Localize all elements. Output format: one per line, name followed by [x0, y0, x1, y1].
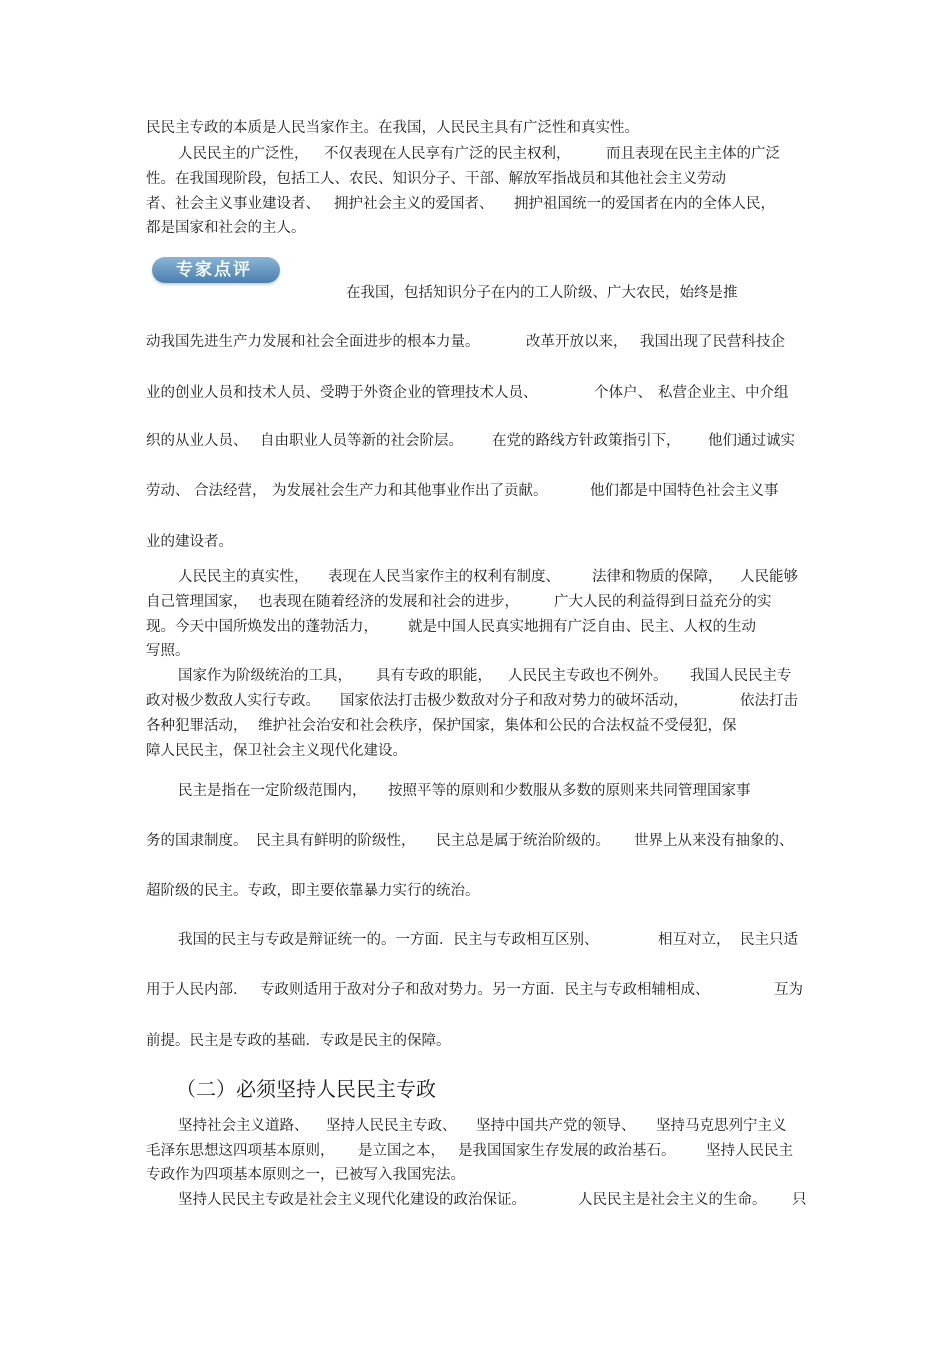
text-segment: 织的从业人员、	[146, 433, 248, 449]
text-segment: 民主总是属于统治阶级的。	[436, 833, 610, 849]
text-segment: 表现在人民当家作主的权利有制度、	[328, 569, 560, 585]
text-segment: 现。今天中国所焕发出的蓬勃活力，	[146, 619, 378, 635]
text-segment: 法律和物质的保障，	[592, 569, 723, 585]
text-segment: 坚持人民民主专政是社会主义现代化建设的政治保证。	[178, 1192, 526, 1208]
text-segment: 务的国隶制度。	[146, 833, 248, 849]
text-segment: 人民能够	[740, 569, 798, 585]
text-segment: 拥护社会主义的爱国者、	[334, 196, 494, 212]
text-segment: 写照。	[146, 643, 190, 659]
text-segment: 个体户、	[594, 385, 652, 401]
text-segment: 障人民民主，保卫社会主义现代化建设。	[146, 743, 407, 759]
text-segment: 各种犯罪活动，	[146, 718, 248, 734]
text-segment: 而且表现在民主主体的广泛	[606, 146, 780, 162]
text-segment: 只	[792, 1192, 807, 1208]
text-segment: 坚持中国共产党的领导、	[476, 1118, 636, 1134]
text-segment: 为发展社会生产力和其他事业作出了贡献。	[272, 483, 548, 499]
text-segment: 人民民主的真实性，	[178, 569, 309, 585]
text-segment: 业的建设者。	[146, 534, 233, 550]
text-segment: 民主具有鲜明的阶级性，	[256, 833, 416, 849]
text-segment: 我国出现了民营科技企	[640, 334, 785, 350]
text-segment: 也表现在随着经济的发展和社会的进步，	[258, 594, 519, 610]
text-segment: 他们都是中国特色社会主义事	[590, 483, 779, 499]
text-segment: 广大人民的利益得到日益充分的实	[554, 594, 772, 610]
text-segment: 性。在我国现阶段，包括工人、农民、知识分子、干部、解放军指战员和其他社会主义劳动	[146, 171, 726, 187]
text-segment: 依法打击	[740, 693, 798, 709]
text-segment: 业的创业人员和技术人员、受聘于外资企业的管理技术人员、	[146, 385, 538, 401]
text-segment: 拥护祖国统一的爱国者在内的全体人民，	[514, 196, 775, 212]
text-segment: 在我国，包括知识分子在内的工人阶级、广大农民，始终是推	[346, 285, 738, 301]
text-segment: 合法经营，	[194, 483, 267, 499]
expert-comment-badge	[146, 254, 282, 286]
text-segment: 人民民主的广泛性，	[178, 146, 309, 162]
text-segment: 劳动、	[146, 483, 190, 499]
text-segment: 专政作为四项基本原则之一，已被写入我国宪法。	[146, 1167, 465, 1183]
text-segment: 用于人民内部．	[146, 982, 248, 998]
text-segment: 坚持人民民主专政、	[326, 1118, 457, 1134]
text-segment: 就是中国人民真实地拥有广泛自由、民主、人权的生动	[408, 619, 756, 635]
text-segment: 世界上从来没有抽象的、	[634, 833, 794, 849]
text-segment: 是立国之本，	[358, 1143, 445, 1159]
text-segment: 动我国先进生产力发展和社会全面进步的根本力量。	[146, 334, 480, 350]
text-segment: 相互对立，	[658, 932, 731, 948]
text-segment: 国家依法打击极少数敌对分子和敌对势力的破坏活动，	[340, 693, 688, 709]
text-segment: 坚持社会主义道路、	[178, 1118, 309, 1134]
text-segment: 互为	[774, 982, 803, 998]
text-segment: 人民民主是社会主义的生命。	[578, 1192, 767, 1208]
text-segment: 按照平等的原则和少数服从多数的原则来共同管理国家事	[388, 783, 751, 799]
text-segment: 具有专政的职能，	[376, 668, 492, 684]
text-segment: 是我国国家生存发展的政治基石。	[458, 1143, 676, 1159]
text-segment: 维护社会治安和社会秩序，保护国家，集体和公民的合法权益不受侵犯，保	[258, 718, 737, 734]
text-segment: 私营企业主、中介组	[658, 385, 789, 401]
badge-label: 专家点评	[176, 260, 252, 280]
text-segment: 民民主专政的本质是人民当家作主。在我国，人民民主具有广泛性和真实性。	[146, 120, 639, 136]
text-segment: 坚持人民民主	[706, 1143, 793, 1159]
text-segment: 自己管理国家，	[146, 594, 248, 610]
section-heading: （二）必须坚持人民民主专政	[176, 1077, 436, 1101]
text-segment: 人民民主专政也不例外。	[508, 668, 668, 684]
text-segment: 在党的路线方针政策指引下，	[492, 433, 681, 449]
text-segment: 不仅表现在人民享有广泛的民主权利，	[324, 146, 571, 162]
text-segment: 国家作为阶级统治的工具，	[178, 668, 352, 684]
text-segment: 超阶级的民主。专政，即主要依靠暴力实行的统治。	[146, 883, 480, 899]
text-segment: 他们通过诚实	[708, 433, 795, 449]
text-segment: 民主是指在一定阶级范围内，	[178, 783, 367, 799]
text-segment: 专政则适用于敌对分子和敌对势力。另一方面．民主与专政相辅相成、	[260, 982, 710, 998]
text-segment: 前提。民主是专政的基础．专政是民主的保障。	[146, 1033, 451, 1049]
text-segment: 毛泽东思想这四项基本原则，	[146, 1143, 335, 1159]
text-segment: 我国的民主与专政是辩证统一的。一方面．民主与专政相互区别、	[178, 932, 599, 948]
text-segment: 政对极少数敌人实行专政。	[146, 693, 320, 709]
text-segment: 民主只适	[740, 932, 798, 948]
text-segment: 改革开放以来，	[526, 334, 628, 350]
text-segment: 自由职业人员等新的社会阶层。	[260, 433, 463, 449]
text-segment: 者、社会主义事业建设者、	[146, 196, 320, 212]
text-segment: 我国人民民主专	[690, 668, 792, 684]
text-segment: 坚持马克思列宁主义	[656, 1118, 787, 1134]
text-segment: 都是国家和社会的主人。	[146, 220, 306, 236]
